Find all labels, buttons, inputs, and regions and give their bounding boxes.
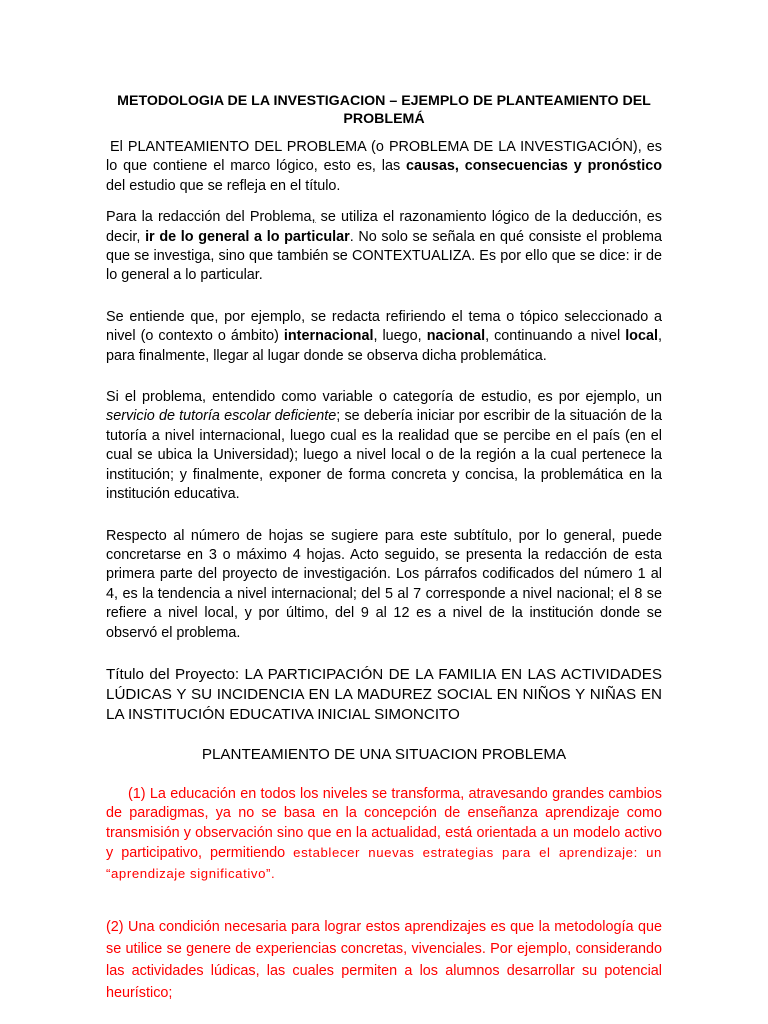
text-run: se utiliza el razonamiento lógico de la deducción, es decir, xyxy=(106,209,662,245)
paragraph-1-red xyxy=(106,785,662,884)
paragraph-hojas: Respecto al número de hojas se sugiere para este subtítulo, por lo general, puede concretarse en 3 o máximo 4 hojas. Acto seguido, se presenta la redacción de esta primera parte del proyecto de investigación. Los párrafos codificados del número 1 al 4, es la tendencia a nivel internacional; del 5 al 7 corresponde a nivel nacional; el 8 se refiere a nivel local, y por último, del 9 al 12 es a nivel de la institución donde se observó el problema. xyxy=(106,527,662,641)
section-heading: PLANTEAMIENTO DE UNA SITUACION PROBLEMA xyxy=(201,745,567,763)
text-run: , para finalmente, llegar al lugar donde se observa dicha problemática. xyxy=(106,328,662,364)
paragraph-intro xyxy=(106,138,662,196)
text-run: El PLANTEAMIENTO DEL PROBLEMA (o PROBLEMA DE LA INVESTIGACIÓN), es lo que contiene el marco lógico, esto es, las xyxy=(106,139,662,175)
text-run: Título del Proyecto: xyxy=(106,665,245,683)
text-run: del estudio que se refleja en el título. xyxy=(106,177,341,194)
text-run: . No solo se señala en qué consiste el problema que se investiga, sino que también se CONTEXTUALIZA. Es por ello que se dice: ir de lo general a lo particular. xyxy=(106,228,663,284)
bold-run: internacional xyxy=(283,328,374,345)
paragraph-titulo-proyecto xyxy=(106,665,662,725)
text-run: Se entiende que, por ejemplo, se redacta refiriendo el tema o tópico seleccionado a nivel (o contexto o ámbito) xyxy=(106,308,662,345)
text-run: ; se debería iniciar por escribir de la situación de la tutoría a nivel internacional, luego cual es la realidad que se percibe en el país (en el cual se ubica la Universidad); luego a nivel local o de la región a la cual pertenece la institución; y finalmente, exponer de forma concreta y concisa, la problemática en la institución educativa. xyxy=(106,408,662,503)
document-title: METODOLOGIA DE LA INVESTIGACION – EJEMPLO DE PLANTEAMIENTO DEL PROBLEMÁ xyxy=(117,93,651,127)
italic-run: servicio de tutoría escolar deficiente xyxy=(106,408,337,425)
bold-run: ir de lo general a lo particular xyxy=(145,228,350,245)
bold-run: nacional xyxy=(426,328,486,345)
text-run: , luego, xyxy=(373,328,427,345)
text-run: (1) La educación en todos los niveles se transforma, atravesando grandes cambios de paradigmas, ya no se basa en la concepción de enseñanza aprendizaje como transmisión y observación sino que en la actualidad, está orientada a un modelo activo y participativo, permitiendo xyxy=(106,785,662,862)
text-run: establecer nuevas estrategias para el aprendizaje: un “aprendizaje significativo”. xyxy=(106,845,662,881)
text-run: , continuando a nivel xyxy=(485,328,626,345)
paragraph-ejemplo xyxy=(106,388,662,504)
text-run: , xyxy=(311,209,316,226)
text-run: Si el problema, entendido como variable o categoría de estudio, es por ejemplo, un xyxy=(106,389,662,406)
paragraph-redaccion xyxy=(106,208,662,286)
bold-run: causas, consecuencias y pronóstico xyxy=(406,158,662,175)
text-run: Para la redacción del Problema xyxy=(106,209,312,226)
project-title: LA PARTICIPACIÓN DE LA FAMILIA EN LAS ACTIVIDADES LÚDICAS Y SU INCIDENCIA EN LA MADUREZ SOCIAL EN NIÑOS Y NIÑAS EN LA INSTITUCIÓN EDUCATIVA INICIAL SIMONCITO xyxy=(106,665,662,723)
bold-run: local xyxy=(625,328,658,345)
paragraph-2-red: (2) Una condición necesaria para lograr estos aprendizajes es que la metodología que se utilice se genere de experiencias concretas, vivenciales. Por ejemplo, considerando las actividades lúdicas, las cuales permiten a los alumnos desarrollar su potencial heurístico; xyxy=(106,918,662,1001)
paragraph-niveles xyxy=(106,308,662,366)
